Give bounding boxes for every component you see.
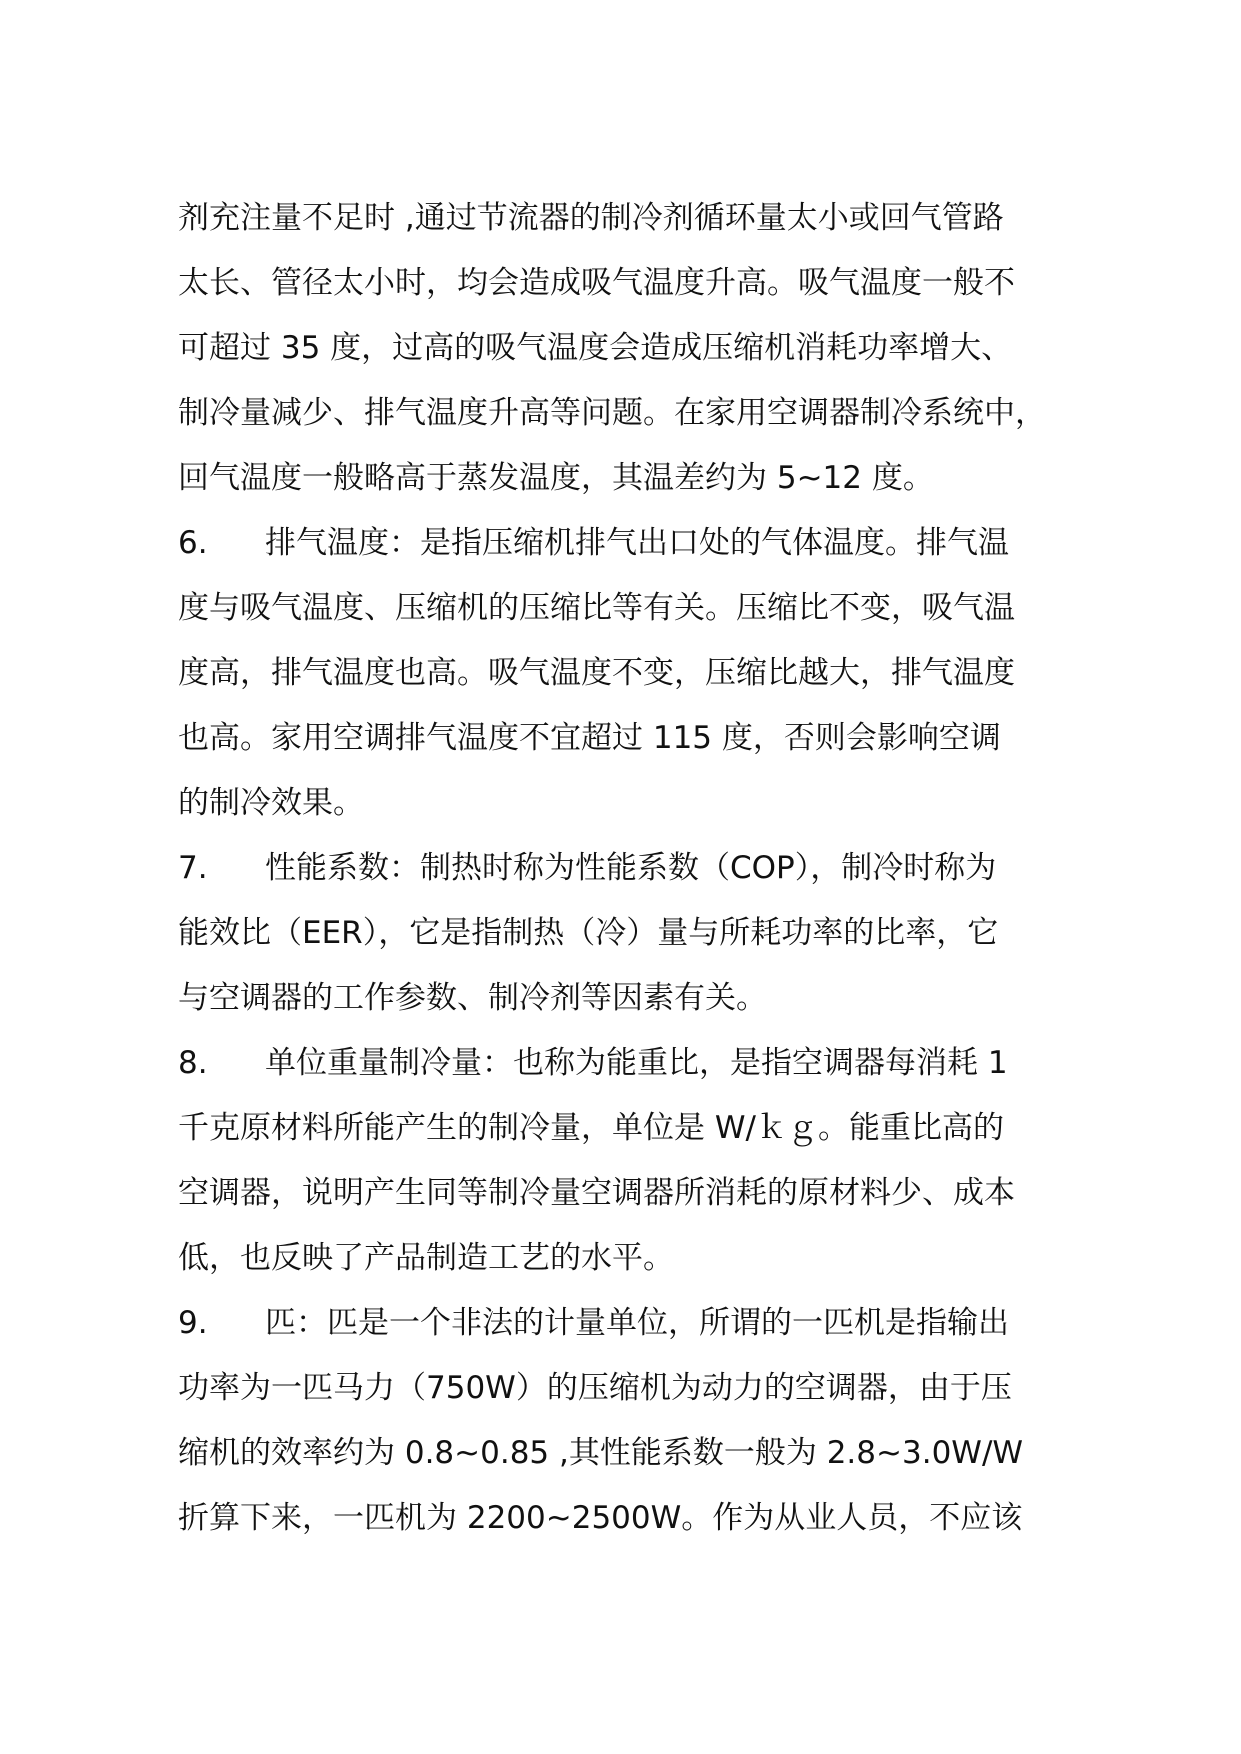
line-text: 可超过 35 度，过高的吸气温度会造成压缩机消耗功率增大、	[178, 330, 1013, 366]
text-line	[178, 1096, 1073, 1161]
item-number: 9.	[178, 1305, 208, 1341]
line-text: 千克原材料所能产生的制冷量，单位是 W/ｋｇ。能重比高的	[178, 1110, 1004, 1146]
line-text: 单位重量制冷量：也称为能重比，是指空调器每消耗 1	[265, 1045, 1008, 1081]
line-text: 与空调器的工作参数、制冷剂等因素有关。	[178, 980, 767, 1016]
item-number: 6.	[178, 525, 208, 561]
line-text: 空调器，说明产生同等制冷量空调器所消耗的原材料少、成本	[178, 1175, 1015, 1211]
list-item-9	[178, 1291, 1073, 1356]
line-text: 度高，排气温度也高。吸气温度不变，压缩比越大，排气温度	[178, 655, 1015, 691]
text-line	[178, 316, 1073, 381]
document-body	[178, 186, 1073, 1551]
list-item-6	[178, 511, 1073, 576]
line-text: 剂充注量不足时 ,通过节流器的制冷剂循环量太小或回气管路	[178, 200, 1004, 236]
line-text: 能效比（EER），它是指制热（冷）量与所耗功率的比率，它	[178, 915, 999, 951]
text-line	[178, 1161, 1073, 1226]
line-text: 制冷量减少、排气温度升高等问题。在家用空调器制冷系统中，	[178, 395, 1046, 431]
line-text: 性能系数：制热时称为性能系数（COP），制冷时称为	[265, 850, 997, 886]
list-item-8	[178, 1031, 1073, 1096]
text-line	[178, 966, 1073, 1031]
list-item-7	[178, 836, 1073, 901]
text-line	[178, 706, 1073, 771]
line-text: 度与吸气温度、压缩机的压缩比等有关。压缩比不变，吸气温	[178, 590, 1015, 626]
line-text: 低，也反映了产品制造工艺的水平。	[178, 1240, 674, 1276]
line-text: 功率为一匹马力（750W）的压缩机为动力的空调器，由于压	[178, 1370, 1012, 1406]
line-text: 折算下来，一匹机为 2200~2500W。作为从业人员，不应该	[178, 1500, 1023, 1536]
text-line	[178, 901, 1073, 966]
line-text: 回气温度一般略高于蒸发温度，其温差约为 5~12 度。	[178, 460, 934, 496]
text-line	[178, 1356, 1073, 1421]
line-text: 太长、管径太小时，均会造成吸气温度升高。吸气温度一般不	[178, 265, 1015, 301]
text-line	[178, 381, 1073, 446]
text-line	[178, 186, 1073, 251]
text-line	[178, 1421, 1073, 1486]
line-text: 的制冷效果。	[178, 785, 364, 821]
line-text: 也高。家用空调排气温度不宜超过 115 度，否则会影响空调	[178, 720, 1001, 756]
line-text: 排气温度：是指压缩机排气出口处的气体温度。排气温	[265, 525, 1009, 561]
line-text: 匹：匹是一个非法的计量单位，所谓的一匹机是指输出	[265, 1305, 1009, 1341]
text-line	[178, 576, 1073, 641]
item-number: 8.	[178, 1045, 208, 1081]
text-line	[178, 641, 1073, 706]
text-line	[178, 446, 1073, 511]
line-text: 缩机的效率约为 0.8~0.85 ,其性能系数一般为 2.8~3.0W/W	[178, 1435, 1024, 1471]
text-line	[178, 771, 1073, 836]
text-line	[178, 1226, 1073, 1291]
text-line	[178, 251, 1073, 316]
text-line	[178, 1486, 1073, 1551]
item-number: 7.	[178, 850, 208, 886]
